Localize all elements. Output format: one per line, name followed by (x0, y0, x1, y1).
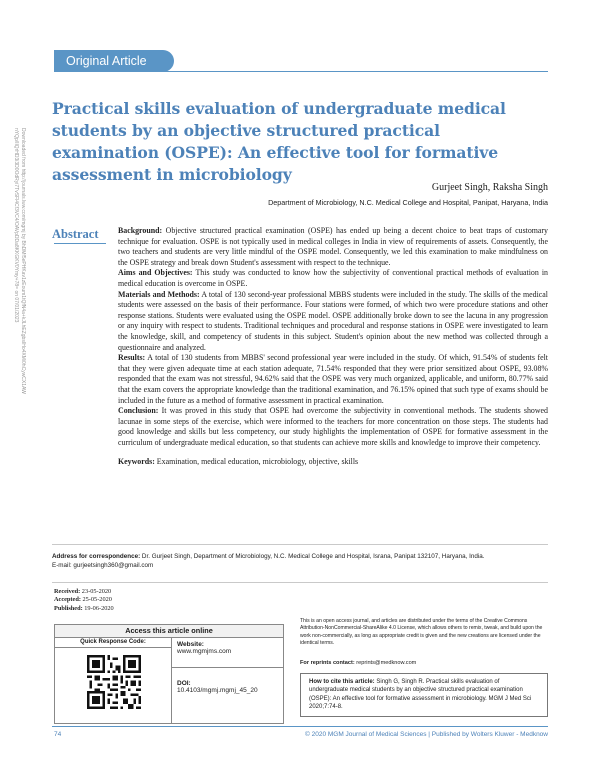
article-title: Practical skills evaluation of undergraduate medical students by an objective structured practical examination (OSPE): An effective tool for formative assessment in microbiology (52, 99, 506, 184)
conclusion-label: Conclusion: (118, 406, 159, 416)
qr-column (55, 637, 172, 723)
access-heading: Access this article online (55, 625, 283, 638)
abstract-heading-rule (54, 243, 106, 244)
aims-text: This study was conducted to know how the subjectivity of conventional practical methods of evaluation in medical education is overcome in OSPE. (118, 268, 549, 288)
results-text: A total of 130 students from MBBS' second professional year were included in the study. Of which, 91.54% of students felt that they were given adequate time at each station adequate, 71.54% responded that they were prior sensitized about OSPE, 93.08% responded that the exam was not stressful, 94.62% said that the OSPE was very much organized, applicable, and uniform, 80.77% said that the exam covers the appropriate knowledge than the traditional examination, and 76.15% opined that such type of exams should be included in the future as a method of formative assessment in practical examination. (118, 353, 548, 405)
access-article-box (54, 624, 284, 724)
footer-rule (52, 726, 548, 727)
article-type-badge: Original Article (54, 50, 174, 72)
aims-label: Aims and Objectives: (118, 268, 193, 278)
accepted-label: Accepted: (54, 596, 81, 604)
keywords-label: Keywords: (118, 457, 155, 467)
background-label: Background: (118, 226, 163, 235)
abstract-background (118, 226, 548, 268)
abstract-heading: Abstract (52, 227, 99, 241)
correspondence-text: Dr. Gurjeet Singh, Department of Microbiology, N.C. Medical College and Hospital, Israna, Panipat 132107, Haryana, India. (140, 553, 485, 560)
website-link[interactable]: www.mgmjms.com (177, 648, 232, 655)
affiliation: Department of Microbiology, N.C. Medical College and Hospital, Panipat, Haryana, India (268, 198, 548, 207)
abstract-body (118, 226, 548, 468)
received-date: 23-05-2020 (80, 588, 112, 595)
website-label: Website: (177, 641, 204, 648)
divider (52, 582, 548, 583)
qr-label: Quick Response Code: (55, 637, 171, 648)
reprints-contact (300, 660, 416, 666)
citation-label: How to cite this article: (309, 679, 375, 685)
authors: Gurjeet Singh, Raksha Singh (431, 182, 548, 193)
results-label: Results: (118, 353, 146, 363)
abstract-aims (118, 268, 548, 289)
published-label: Published: (54, 604, 83, 612)
article-dates (54, 588, 114, 613)
correspondence (52, 552, 552, 570)
correspondence-label: Address for correspondence: (52, 553, 141, 560)
doi-label: DOI: (177, 680, 191, 687)
abstract-results (118, 353, 548, 406)
citation-text: Singh G, Singh R. Practical skills evaluation of undergraduate medical students by an objective structured practical examination (OSPE): An effective tool for formative assessment in microbiology. MGM J Med Sci 2020;7:74-8. (309, 679, 532, 711)
access-divider (171, 667, 283, 668)
methods-label: Materials and Methods: (118, 289, 200, 299)
abstract-keywords (118, 457, 548, 468)
page-number: 74 (54, 731, 62, 738)
keywords-text: Examination, medical education, microbiology, objective, skills (154, 457, 359, 467)
background-text: Objective structured practical examination (OSPE) has ended up being a decent choice to beat traps of customary technique for evaluation. OSPE is not typically used in medical colleges in India in view of requirements of assets. Consequently, the two teachers and students are very little mindful of the OSPE model. Consequently, we led this examination to make mindfulness on the OSPE strategy and break down Student's assessment with respect to the technique. (118, 226, 548, 267)
conclusion-text: It was proved in this study that OSPE had overcome the subjectivity in conventional methods. The students showed lacunae in some steps of the exercise, which were informed to the teachers for more concentration on those steps. The students had good knowledge and skills but less competency, our study highlights the implementation of OSPE for formative assessment in the curriculum of undergraduate medical education, so that students can achieve more skills and knowledge to improve their competency. (118, 406, 548, 447)
journal-footer: © 2020 MGM Journal of Medical Sciences | Published by Wolters Kluwer - Medknow (305, 731, 548, 738)
header-rule (54, 71, 548, 72)
abstract-conclusion (118, 406, 548, 448)
abstract-methods (118, 290, 548, 354)
correspondence-email[interactable]: E-mail: gurjeetsingh360@gmail.com (52, 562, 154, 569)
methods-text: A total of 130 second-year professional MBBS students were included in the study. The skills of the medical students were assessed on the basis of their performance. Four stations were formed, of which two were procedure stations and other response stations. Students were evaluated using the OSPE model. OSPE additionally broke down to see the lacuna in any progression or any inquiry with respect to students. Traditional techniques and procedural and response stations in OSPE were investigated to learn the knowledge, skill, and competency of students in this subject. Student's opinion about the new method was collected through a questionnaire and analyzed. (118, 289, 548, 352)
doi-link[interactable]: 10.4103/mgmj.mgmj_45_20 (177, 687, 258, 694)
license-text: This is an open access journal, and articles are distributed under the terms of the Creative Commons Attribution-NonCommercial-ShareAlike 4.0 License, which allows others to remix, tweak, and build upon the work non-commercially, as long as appropriate credit is given and the new creations are licensed under the identical terms. (300, 618, 543, 646)
published-date: 19-06-2020 (82, 604, 114, 612)
received-label: Received: (54, 588, 81, 595)
access-info (177, 637, 281, 694)
qr-code-icon[interactable] (87, 655, 141, 709)
download-watermark: Downloaded from http://journals.lww.com/mgmj by BhDMf5ePHKav1zEoum1tQfN4a+kJLhEZgbsIHo4XMi0hCywCX1AW nYQp/IlQrHD3i3D0OdRyi7TvSFl4Cf3VC4/OAVpDDa8KKGKV0Ymy+78= on 07/01/2023 (13, 128, 26, 394)
accepted-date: 25-05-2020 (80, 596, 112, 604)
divider (52, 544, 548, 545)
reprints-email[interactable]: reprints@medknow.com (354, 660, 417, 666)
citation-box (300, 673, 548, 717)
reprints-label: For reprints contact: (300, 660, 355, 666)
